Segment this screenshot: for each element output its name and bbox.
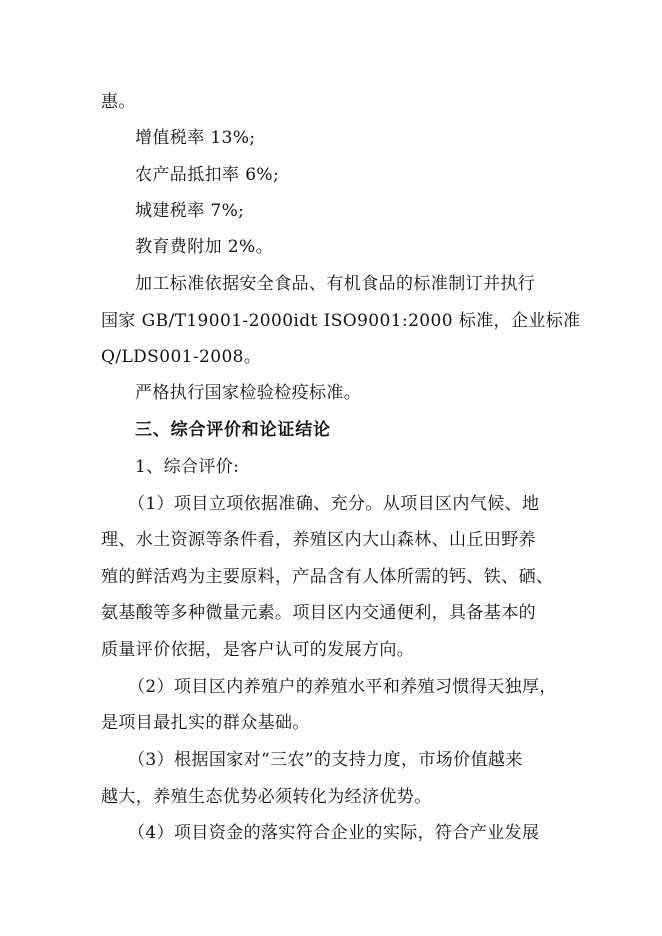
text-line: 越大，养殖生态优势必须转化为经济优势。 xyxy=(101,787,432,807)
text-line: 加工标准依据安全食品、有机食品的标准制订并执行 xyxy=(135,274,536,294)
text-line: 殖的鲜活鸡为主要原料，产品含有人体所需的钙、铁、硒、 xyxy=(101,567,554,587)
text-line: 惠。 xyxy=(101,92,136,112)
text-line: 1、综合评价: xyxy=(135,457,240,477)
text-line: 城建税率 7%; xyxy=(135,201,245,221)
text-line: 农产品抵扣率 6%; xyxy=(135,165,280,185)
text-line: 是项目最扎实的群众基础。 xyxy=(101,713,310,733)
text-line: 教育费附加 2%。 xyxy=(135,237,273,257)
section-heading: 三、综合评价和论证结论 xyxy=(135,420,331,440)
text-line: （4）项目资金的落实符合企业的实际，符合产业发展 xyxy=(128,823,540,843)
text-line: 国家 GB/T19001-2000idt ISO9001:2000 标准，企业标准 xyxy=(101,311,581,331)
text-line: 质量评价依据，是客户认可的发展方向。 xyxy=(101,640,415,660)
text-line: 增值税率 13%; xyxy=(135,128,256,148)
text-line: （1）项目立项依据准确、充分。从项目区内气候、地 xyxy=(128,494,540,514)
text-line: Q/LDS001-2008。 xyxy=(101,347,262,367)
text-line: （2）项目区内养殖户的养殖水平和养殖习惯得天独厚， xyxy=(128,677,557,697)
text-line: （3）根据国家对“三农”的支持力度，市场价值越来 xyxy=(128,750,523,770)
text-line: 理、水土资源等条件看，养殖区内大山森林、山丘田野养 xyxy=(101,530,536,550)
text-line: 严格执行国家检验检疫标准。 xyxy=(135,383,362,403)
text-line: 氨基酸等多种微量元素。项目区内交通便利，具备基本的 xyxy=(101,603,536,623)
